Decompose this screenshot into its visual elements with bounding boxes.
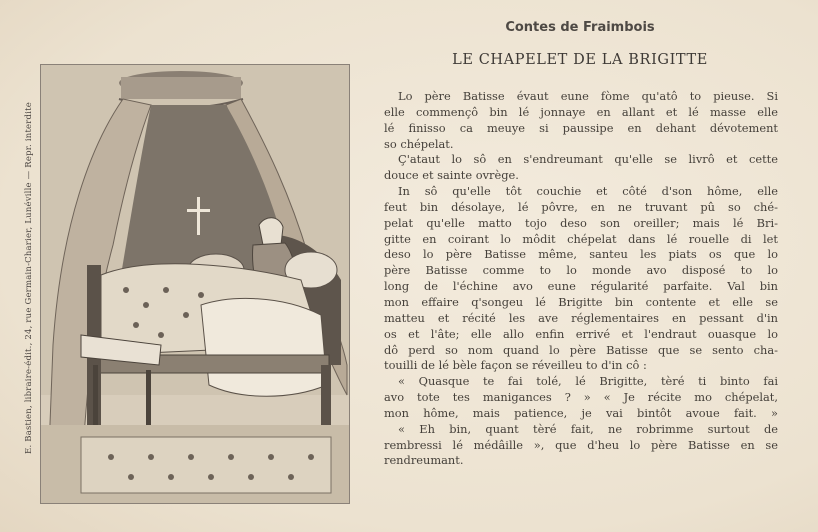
story-line: so chépelat. [384, 136, 454, 151]
story-line: dô perd so nom quand lo père Batisse que se sento cha- [384, 342, 778, 357]
story-line: douce et sainte ovrège. [384, 168, 519, 183]
story-body [384, 89, 778, 469]
story-line: os et l'âte; elle allo enfin errivé et l'endraut ouasque lo [384, 326, 778, 341]
story-line: « Quasque te fai tolé, lé Brigitte, tèré ti binto fai [398, 374, 778, 389]
story-line: pelat qu'elle matto tojo deso son oreiller; mais lé Bri- [384, 215, 778, 230]
publisher-caption [22, 48, 36, 508]
publisher-caption-text: E. Bastien, libraire-édit., 24, rue Germain-Charier, Lunéville — Repr. interdite [24, 102, 34, 454]
story-line: Lo père Batisse évaut eune fòme qu'atô to pieuse. Si [398, 89, 778, 103]
story-line: Ç'ataut lo sô en s'endreumant qu'elle se livrô et cette [398, 152, 778, 167]
story-line: In sô qu'elle tôt couchie et côté d'son hôme, elle [398, 184, 778, 199]
story-line: mon effaire q'songeu lé Brigitte bin contente et elle se [384, 294, 778, 309]
story-line: touilli de lé bèle façon se réveilleu to d'in cô : [384, 358, 647, 373]
story-line: matteu et récité les ave réglementaires en pessant d'in [384, 310, 778, 325]
story-line: mon hôme, mais patience, je vai bintôt avoue fait. » [384, 405, 778, 420]
story-line: deso lo père Batisse même, santeu les piats os que lo [384, 247, 778, 262]
story-line: long de l'échine avo eune régularité parfaite. Val bin [384, 279, 778, 294]
story-title: LE CHAPELET DE LA BRIGITTE [452, 52, 708, 68]
story-line: père Batisse comme to lo monde avo disposé to lo [384, 263, 778, 278]
story-line: elle commençô bin lé jonnaye en allant et lé masse elle [384, 104, 778, 119]
story-line: rendreumant. [384, 453, 464, 468]
story-line: « Eh bin, quant tèré fait, ne robrimme surtout de [398, 421, 778, 436]
illustration-bed-scene [40, 64, 350, 504]
bed-scene-drawing [41, 65, 349, 503]
story-line: avo tote tes manigances ? » « Je récite mo chépelat, [384, 390, 778, 405]
story-line: lé finisso ca meuye si paussipe en dehant dévotement [384, 120, 778, 135]
story-line: feut bin désolaye, lé pôvre, en ne truvant pû so ché- [384, 199, 778, 214]
story-line: rembressi lé médâille », que d'heu lo père Batisse en se [384, 437, 778, 452]
story-line: gitte en coirant lo môdit chépelat dans lé rouelle di let [384, 231, 778, 246]
series-title: Contes de Fraimbois [505, 20, 655, 35]
